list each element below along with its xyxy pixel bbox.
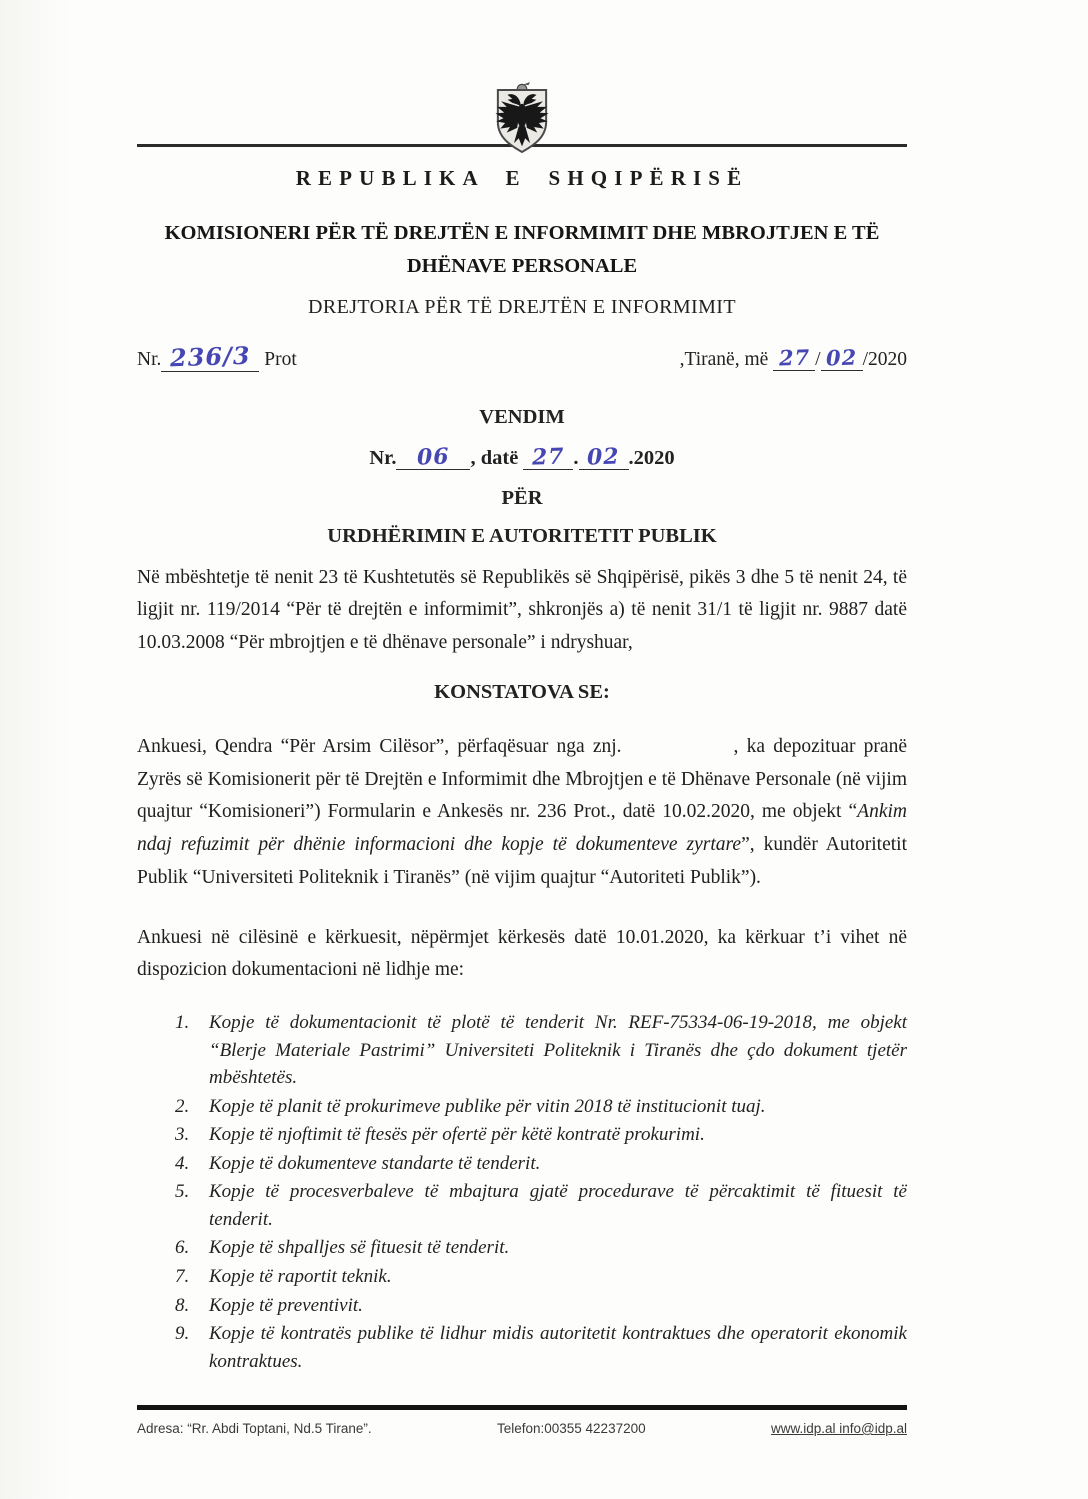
decision-nr-slot xyxy=(396,443,470,471)
date-day-slot xyxy=(773,344,815,371)
complaint-part3: ”, kundër Autoritetit Publik “Universiteti Politeknik i Tiranës” (në vijim quajtur “Autoriteti Publik”). xyxy=(137,834,908,888)
list-item: Kopje të kontratës publike të lidhur midis autoritetit kontraktues dhe operatorit ekonomik kontraktues. xyxy=(209,1323,907,1372)
complaint-paragraph xyxy=(137,731,907,895)
crest-header xyxy=(137,84,907,156)
footer-row xyxy=(137,1421,907,1436)
requested-documents-list xyxy=(137,1009,907,1375)
city-date-prefix: ,Tiranë, më xyxy=(679,348,769,370)
list-item: Kopje të planit të prokurimeve publike për vitin 2018 të institucionit tuaj. xyxy=(209,1095,766,1117)
protocol-prot-label: Prot xyxy=(264,348,297,370)
page-footer xyxy=(137,1405,907,1436)
footer-phone: Telefon:00355 42237200 xyxy=(496,1421,646,1436)
city-date xyxy=(679,344,907,371)
decision-subject: URDHËRIMIN E AUTORITETIT PUBLIK xyxy=(327,524,717,547)
decision-title: VENDIM xyxy=(479,405,565,428)
institution-title: KOMISIONERI PËR TË DREJTËN E INFORMIMIT DHE MBROJTJEN E TË DHËNAVE PERSONALE xyxy=(164,222,880,277)
footer-web-link[interactable]: www.idp.al info@idp.al xyxy=(770,1421,907,1436)
protocol-nr-slot xyxy=(161,340,259,372)
republic-title: REPUBLIKA E SHQIPËRISË xyxy=(295,166,749,190)
per-heading: PËR xyxy=(501,486,543,509)
decision-nr-handwritten: 06 xyxy=(416,443,451,471)
decision-nr-label: Nr. xyxy=(369,446,397,469)
date-month-slot xyxy=(821,344,863,371)
date-month-handwritten: 02 xyxy=(825,344,858,371)
decision-day-handwritten: 27 xyxy=(531,443,566,471)
protocol-row xyxy=(137,340,907,372)
complaint-part2: , ka depozituar pranë Zyrës së Komisionerit për të Drejtën e Informimit dhe Mbrojtjen e të Dhënave Personale (në vijim quajtur “Komisioneri”) Formularin e Ankesës nr. 236 Prot., datë 10.02.2020, me objekt “ xyxy=(137,735,907,823)
protocol-nr-handwritten: 236/3 xyxy=(169,340,252,372)
date-year: /2020 xyxy=(862,348,907,370)
complaint-part1: Ankuesi, Qendra “Për Arsim Cilësor”, përfaqësuar nga znj. xyxy=(137,735,622,757)
decision-month-handwritten: 02 xyxy=(586,443,621,471)
list-item: Kopje të preventivit. xyxy=(209,1294,363,1316)
complaint-object-italic: Ankim ndaj refuzimit për dhënie informacioni dhe kopje të dokumenteve zyrtare xyxy=(137,801,907,856)
list-item: Kopje të njoftimit të ftesës për ofertë për këtë kontratë prokurimi. xyxy=(209,1124,705,1146)
decision-dot: . xyxy=(573,446,579,469)
list-item: Kopje të procesverbaleve të mbajtura gjatë procedurave të përcaktimit të fituesit të tenderit. xyxy=(209,1181,907,1230)
decision-year: .2020 xyxy=(628,446,675,469)
protocol-number xyxy=(137,340,297,372)
directorate-title: DREJTORIA PËR TË DREJTËN E INFORMIMIT xyxy=(308,295,736,318)
konstatova-heading: KONSTATOVA SE: xyxy=(434,680,610,703)
decision-day-slot xyxy=(523,443,573,471)
document-content xyxy=(137,0,907,1375)
date-slash: / xyxy=(815,348,821,370)
decision-number-line xyxy=(137,443,907,471)
request-paragraph: Ankuesi në cilësinë e kërkuesit, nëpërmjet kërkesës datë 10.01.2020, ka kërkuar t’i vihet në dispozicion dokumentacioni në lidhje me: xyxy=(137,926,907,981)
date-day-handwritten: 27 xyxy=(778,344,811,371)
decision-date-label: , datë xyxy=(470,446,519,469)
legal-basis-paragraph: Në mbështetje të nenit 23 të Kushtetutës së Republikës së Shqipërisë, pikës 3 dhe 5 të nenit 24, të ligjit nr. 119/2014 “Për të drejtën e informimit”, shkronjës a) të nenit 31/1 të ligjit nr. 9887 datë 10.03.2008 “Për mbrojtjen e të dhënave personale” i ndryshuar, xyxy=(137,566,907,654)
decision-month-slot xyxy=(579,443,629,471)
protocol-nr-label: Nr. xyxy=(137,348,162,370)
albanian-coat-of-arms-icon xyxy=(488,82,556,156)
list-item: Kopje të dokumentacionit të plotë të tenderit Nr. REF-75334-06-19-2018, me objekt “Blerje Materiale Pastrimi” Universiteti Politeknik i Tiranës dhe çdo dokument tjetër mbështetës. xyxy=(209,1012,907,1089)
list-item: Kopje të shpalljes së fituesit të tenderit. xyxy=(209,1237,510,1259)
footer-rule xyxy=(137,1405,907,1410)
footer-address: Adresa: “Rr. Abdi Toptani, Nd.5 Tirane”. xyxy=(137,1421,372,1436)
list-item: Kopje të raportit teknik. xyxy=(209,1266,392,1288)
list-item: Kopje të dokumenteve standarte të tenderit. xyxy=(209,1152,541,1174)
